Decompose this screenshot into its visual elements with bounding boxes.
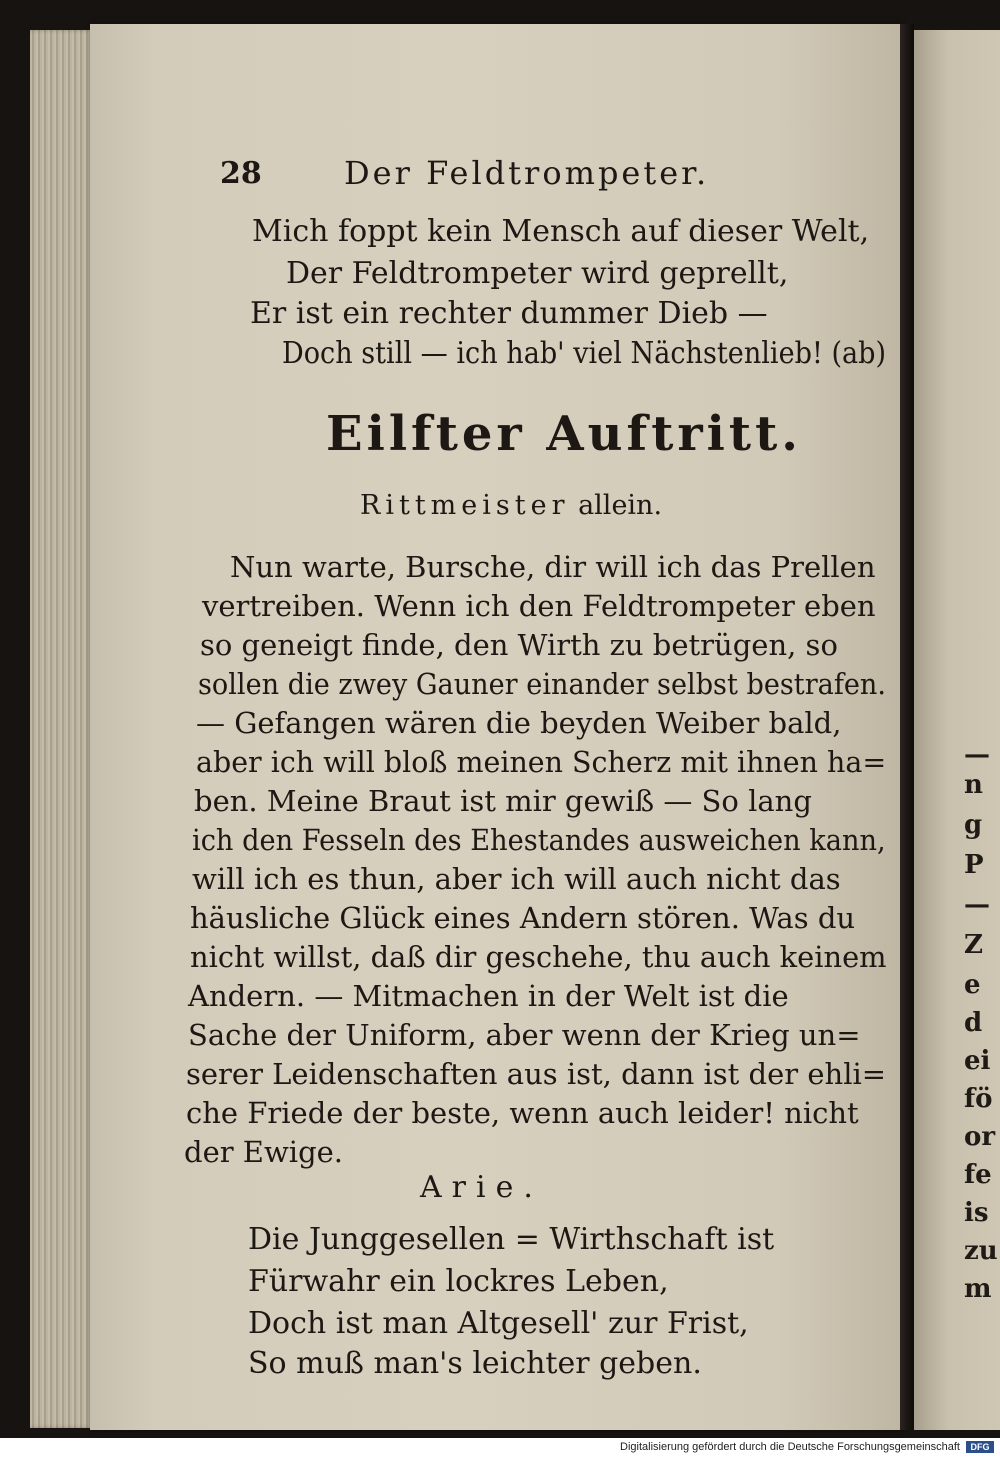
facing-page-fragment: — [964,890,990,920]
prose-line: ben. Meine Braut ist mir gewiß — So lang [194,784,812,818]
book-gutter [900,24,914,1430]
facing-page-fragment: is [964,1198,989,1228]
aria-heading: Arie. [420,1170,543,1205]
facing-page-fragment: Z [964,930,983,960]
facing-page-fragment: m [964,1274,992,1304]
prose-line: che Friede der beste, wenn auch leider! nicht [186,1096,859,1130]
prose-line: der Ewige. [184,1135,344,1169]
stage-direction: allein. [578,490,663,521]
prose-line: vertreiben. Wenn ich den Feldtrompeter eben [202,589,876,623]
prose-line: Andern. — Mitmachen in der Welt ist die [188,979,789,1013]
aria-line: Doch ist man Altgesell' zur Frist, [248,1306,749,1341]
page-number: 28 [220,156,262,191]
facing-page-fragment: ei [964,1046,991,1076]
facing-page-fragment: e [964,970,981,1000]
facing-page-fragment: zu [964,1236,998,1266]
prose-line: sollen die zwey Gauner einander selbst bestrafen. [198,667,886,701]
prose-line: ich den Fesseln des Ehestandes ausweichen kann, [192,823,886,857]
running-title: Der Feldtrompeter. [344,154,710,192]
verse-line: Doch still — ich hab' viel Nächstenlieb! (ab) [282,336,887,371]
speaker-name: Rittmeister [360,490,570,521]
prose-line: serer Leidenschaften aus ist, dann ist der ehli= [186,1057,887,1091]
facing-page-fragment: — [964,740,990,770]
aria-line: Fürwahr ein lockres Leben, [248,1264,669,1299]
prose-line: häusliche Glück eines Andern stören. Was du [190,901,856,935]
facing-page-fragment: or [964,1122,996,1152]
verse-line: Der Feldtrompeter wird geprellt, [286,256,789,291]
facing-page-fragment: P [964,850,984,880]
facing-page-fragment: n [964,770,983,800]
verse-line: Mich foppt kein Mensch auf dieser Welt, [252,214,870,249]
footer-bar [0,1438,1000,1457]
scene-speaker [360,490,662,521]
verse-line: Er ist ein rechter dummer Dieb — [250,296,768,331]
aria-line: Die Junggesellen = Wirthschaft ist [248,1222,775,1257]
book-page [90,24,900,1430]
facing-page-fragment: d [964,1008,983,1038]
prose-line: nicht willst, daß dir geschehe, thu auch keinem [190,940,887,974]
prose-line: will ich es thun, aber ich will auch nicht das [192,862,841,896]
facing-page-fragment: g [964,810,983,840]
scene-title: Eilfter Auftritt. [326,406,802,462]
prose-line: Nun warte, Bursche, dir will ich das Prellen [230,550,876,584]
aria-line: So muß man's leichter geben. [248,1346,702,1381]
prose-line: so geneigt finde, den Wirth zu betrügen, so [200,628,838,662]
page-edges [30,30,92,1428]
prose-line: — Gefangen wären die beyden Weiber bald, [196,706,842,740]
prose-line: aber ich will bloß meinen Scherz mit ihnen ha= [196,745,887,779]
funding-credit: Digitalisierung gefördert durch die Deutsche Forschungsgemeinschaft [620,1441,960,1453]
prose-line: Sache der Uniform, aber wenn der Krieg un= [188,1018,861,1052]
facing-page-fragment: fö [964,1084,993,1114]
dfg-logo: DFG [966,1441,994,1453]
facing-page-fragment: fe [964,1160,992,1190]
facing-page-edge [914,30,1000,1430]
